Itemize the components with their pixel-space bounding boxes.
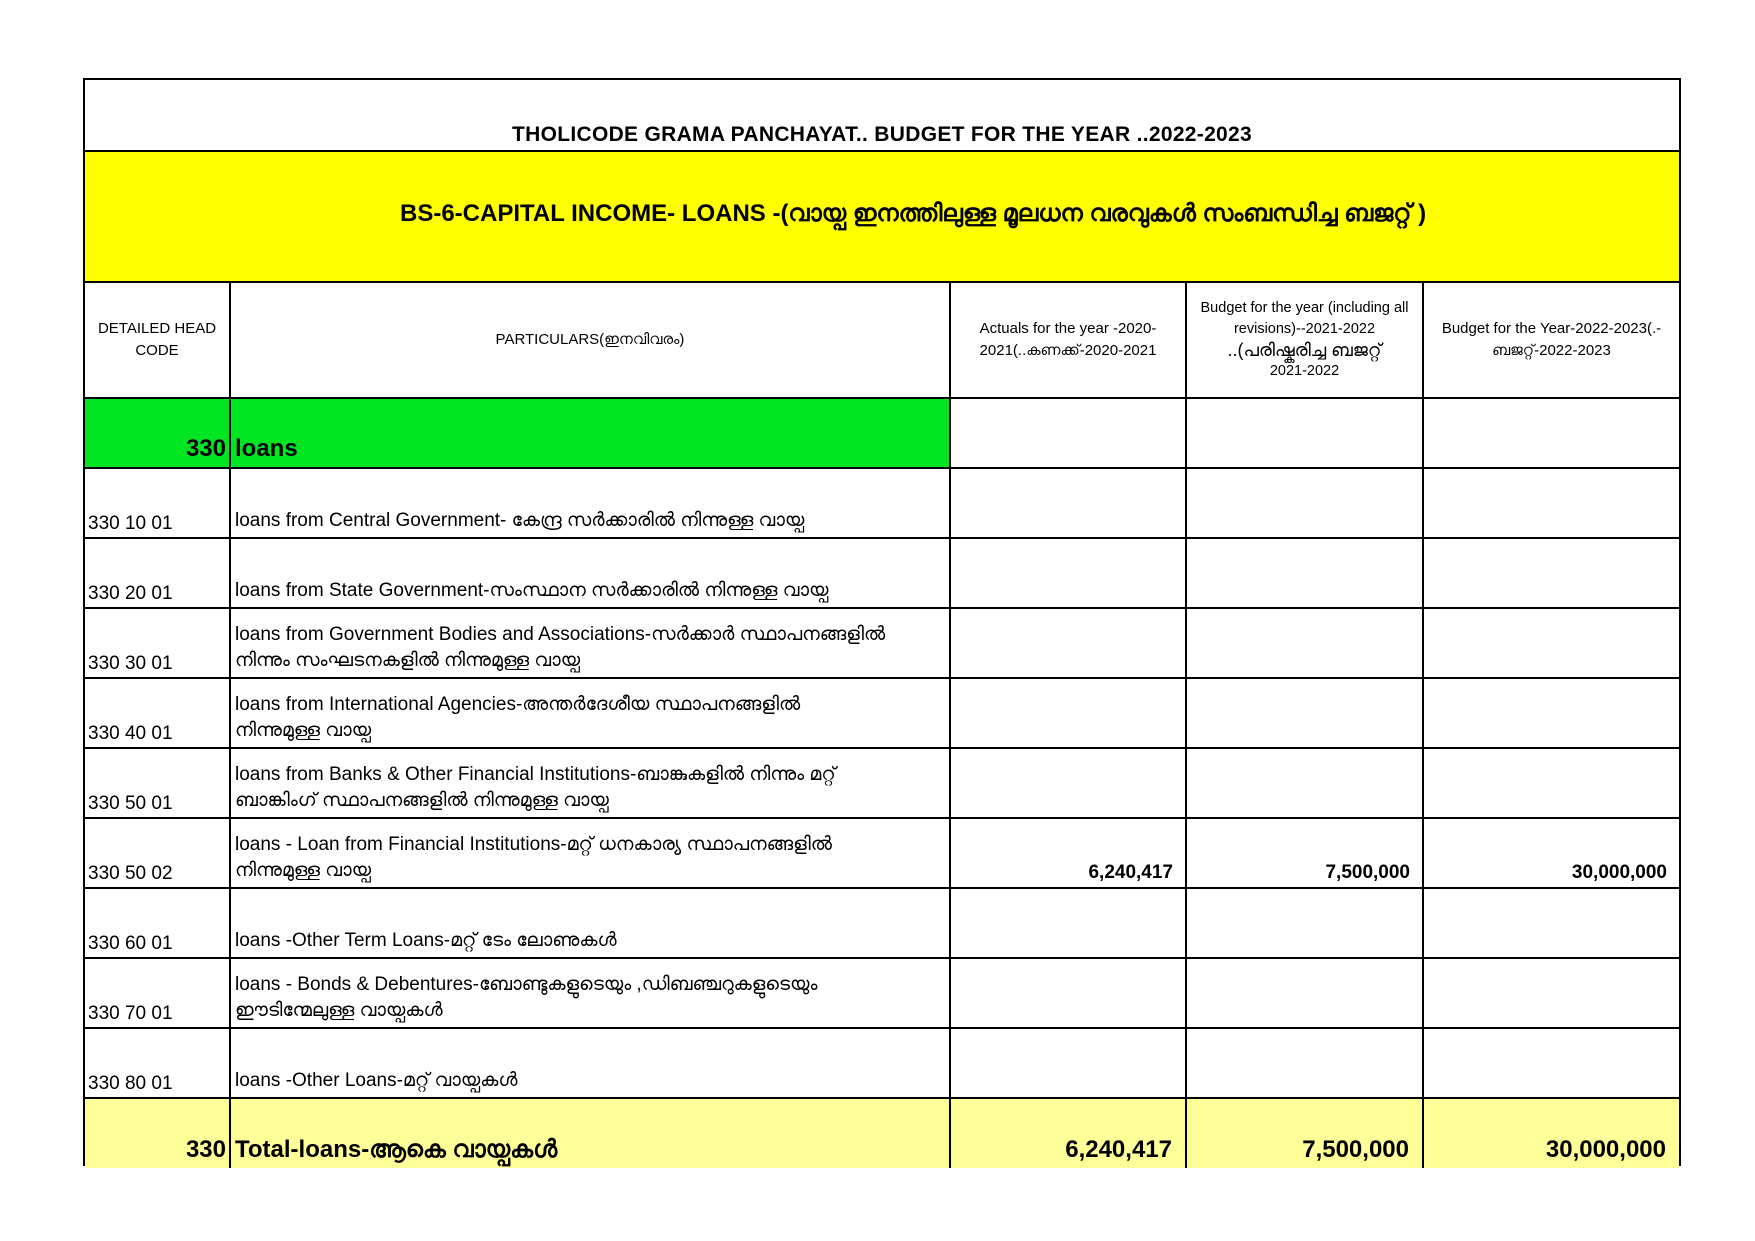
table-row <box>85 468 1679 538</box>
row-code: 330 30 01 <box>85 608 230 678</box>
table-row <box>85 958 1679 1028</box>
row-particulars <box>230 678 950 748</box>
header-budget-curr <box>1423 282 1679 398</box>
row-particulars-line1: loans -Other Term Loans-മറ്റ് ടേം ലോണുകൾ <box>235 930 617 951</box>
total-budget-curr: 30,000,000 <box>1423 1098 1679 1168</box>
row-particulars-line2: ഈടിന്മേലുള്ള വായ്പകൾ <box>235 1000 443 1021</box>
row-particulars-line2: ബാങ്കിംഗ് സ്ഥാപനങ്ങളിൽ നിന്നുമുള്ള വായ്പ <box>235 790 609 811</box>
row-code: 330 50 01 <box>85 748 230 818</box>
row-particulars-line2: നിന്നും സംഘടനകളിൽ നിന്നുമുള്ള വായ്പ <box>235 650 581 671</box>
row-particulars-line1: loans -Other Loans-മറ്റ് വായ്പകൾ <box>235 1070 518 1091</box>
header-particulars <box>230 282 950 398</box>
row-actuals <box>950 538 1186 608</box>
row-budget-curr: 30,000,000 <box>1423 818 1679 888</box>
header-particulars-label: PARTICULARS(ഇനവിവരം) <box>495 331 685 348</box>
row-budget-prev <box>1186 958 1423 1028</box>
row-budget-prev <box>1186 888 1423 958</box>
row-budget-curr <box>1423 1028 1679 1098</box>
total-actuals: 6,240,417 <box>950 1098 1186 1168</box>
table-row <box>85 608 1679 678</box>
row-actuals <box>950 748 1186 818</box>
header-code-label: DETAILED HEAD CODE <box>97 320 217 359</box>
row-actuals <box>950 678 1186 748</box>
row-budget-prev <box>1186 678 1423 748</box>
row-budget-prev <box>1186 608 1423 678</box>
total-row <box>85 1098 1679 1168</box>
row-particulars <box>230 958 950 1028</box>
row-particulars <box>230 888 950 958</box>
page-subtitle: BS-6-CAPITAL INCOME- LOANS -(വായ്പ ഇനത്തിലുള്ള മൂലധന വരവുകൾ സംബന്ധിച്ച ബജറ്റ് ) <box>400 200 1427 227</box>
table-row <box>85 678 1679 748</box>
row-particulars-line1: loans - Loan from Financial Institutions-മറ്റ് ധനകാര്യ സ്ഥാപനങ്ങളിൽ <box>235 834 832 855</box>
total-name: Total-loans-ആകെ വായ്പകൾ <box>230 1098 950 1168</box>
header-code <box>85 282 230 398</box>
table-row <box>85 538 1679 608</box>
page-title: THOLICODE GRAMA PANCHAYAT.. BUDGET FOR THE YEAR ..2022-2023 <box>511 123 1252 146</box>
total-code: 330 <box>85 1098 230 1168</box>
row-particulars-line1: loans - Bonds & Debentures-ബോണ്ടുകളുടെയും ,ഡിബഞ്ചറുകളുടെയും <box>235 974 818 995</box>
row-budget-curr <box>1423 608 1679 678</box>
row-particulars-line1: loans from Government Bodies and Associations-സർക്കാർ സ്ഥാപനങ്ങളിൽ <box>235 624 886 645</box>
row-actuals <box>950 888 1186 958</box>
row-budget-curr <box>1423 958 1679 1028</box>
header-actuals-line2: 2021(..കണക്ക്-2020-2021 <box>979 342 1157 359</box>
row-budget-prev <box>1186 538 1423 608</box>
row-actuals <box>950 958 1186 1028</box>
header-budget-prev-line2: revisions)--2021-2022 <box>1233 321 1376 337</box>
row-code: 330 70 01 <box>85 958 230 1028</box>
row-budget-curr <box>1423 888 1679 958</box>
row-particulars-line1: loans from International Agencies-അന്തർദേശീയ സ്ഥാപനങ്ങളിൽ <box>235 694 801 715</box>
row-actuals <box>950 468 1186 538</box>
row-code: 330 20 01 <box>85 538 230 608</box>
budget-sheet <box>83 78 1681 1166</box>
row-budget-prev <box>1186 468 1423 538</box>
row-budget-curr <box>1423 678 1679 748</box>
row-particulars <box>230 538 950 608</box>
row-budget-prev <box>1186 1028 1423 1098</box>
header-budget-curr-line1: Budget for the Year-2022-2023(.- <box>1441 320 1662 337</box>
header-budget-curr-line2: ബജറ്റ്-2022-2023 <box>1492 342 1611 359</box>
section-code: 330 <box>85 398 230 468</box>
section-budget-prev <box>1186 398 1423 468</box>
row-particulars-line2: നിന്നുമുള്ള വായ്പ <box>235 720 371 741</box>
row-actuals <box>950 1028 1186 1098</box>
row-actuals <box>950 608 1186 678</box>
header-budget-prev-line1: Budget for the year (including all <box>1200 300 1409 316</box>
row-budget-prev: 7,500,000 <box>1186 818 1423 888</box>
section-row <box>85 398 1679 468</box>
row-code: 330 10 01 <box>85 468 230 538</box>
budget-table <box>85 281 1679 1168</box>
row-particulars <box>230 1028 950 1098</box>
row-budget-prev <box>1186 748 1423 818</box>
header-budget-prev <box>1186 282 1423 398</box>
table-row <box>85 1028 1679 1098</box>
row-budget-curr <box>1423 468 1679 538</box>
total-budget-prev: 7,500,000 <box>1186 1098 1423 1168</box>
row-particulars-line1: loans from Central Government- കേന്ദ്ര സർക്കാരിൽ നിന്നുള്ള വായ്പ <box>235 510 805 531</box>
table-row <box>85 748 1679 818</box>
header-actuals <box>950 282 1186 398</box>
row-particulars-line2: നിന്നുമുള്ള വായ്പ <box>235 860 371 881</box>
row-budget-curr <box>1423 538 1679 608</box>
row-particulars <box>230 748 950 818</box>
row-budget-curr <box>1423 748 1679 818</box>
row-particulars <box>230 818 950 888</box>
row-actuals: 6,240,417 <box>950 818 1186 888</box>
header-actuals-line1: Actuals for the year -2020- <box>979 320 1157 337</box>
table-row <box>85 818 1679 888</box>
header-row <box>85 282 1679 398</box>
row-code: 330 80 01 <box>85 1028 230 1098</box>
section-name: loans <box>230 398 950 468</box>
row-particulars <box>230 608 950 678</box>
section-actuals <box>950 398 1186 468</box>
row-particulars <box>230 468 950 538</box>
row-particulars-line1: loans from Banks & Other Financial Institutions-ബാങ്കുകളിൽ നിന്നും മറ്റ് <box>235 764 836 785</box>
subtitle-band <box>85 152 1679 283</box>
row-code: 330 40 01 <box>85 678 230 748</box>
row-particulars-line1: loans from State Government-സംസ്ഥാന സർക്കാരിൽ നിന്നുള്ള വായ്പ <box>235 580 829 601</box>
title-row <box>85 80 1679 152</box>
header-budget-prev-line3: ..(പരിഷ്കരിച്ച ബജറ്റ് <box>1227 340 1382 360</box>
row-code: 330 50 02 <box>85 818 230 888</box>
table-row <box>85 888 1679 958</box>
row-code: 330 60 01 <box>85 888 230 958</box>
section-budget-curr <box>1423 398 1679 468</box>
header-budget-prev-line4: 2021-2022 <box>1269 363 1340 379</box>
